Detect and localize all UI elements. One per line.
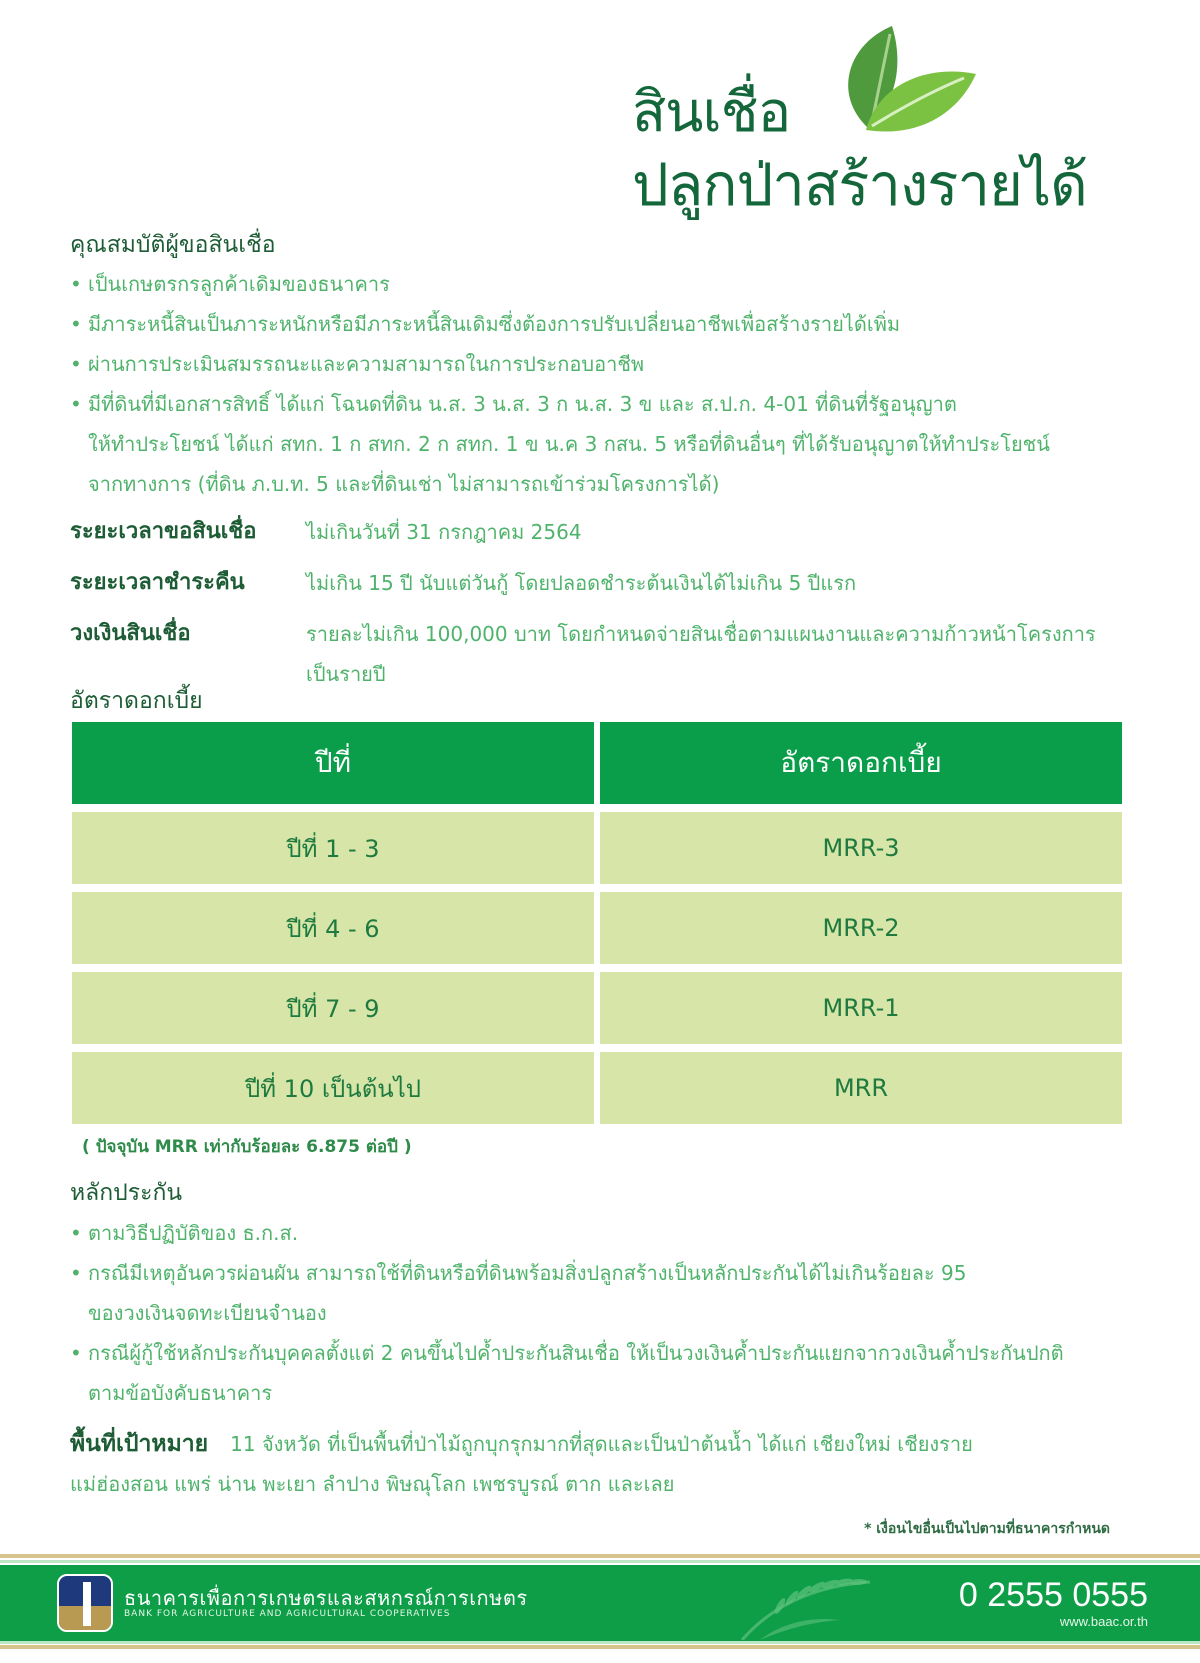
list-item: • กรณีผู้กู้ใช้หลักประกันบุคคลตั้งแต่ 2 คนขึ้นไปค้ำประกันสินเชื่อ ให้เป็นวงเงินค้ำประกันแยกจากวงเงินค้ำประกันปกติ — [70, 1333, 1150, 1373]
detail-application-period — [70, 512, 1150, 552]
year-cell: ปีที่ 10 เป็นต้นไป — [72, 1052, 594, 1124]
detail-credit-limit — [70, 614, 1150, 694]
target-area-value: 11 จังหวัด ที่เป็นพื้นที่ป่าไม้ถูกบุกรุกมากที่สุดและเป็นป่าต้นน้ำ ได้แก่ เชียงใหม่ เชียงราย — [230, 1432, 973, 1456]
qualifications-heading: คุณสมบัติผู้ขอสินเชื่อ — [70, 232, 276, 258]
list-item: • ตามวิธีปฏิบัติของ ธ.ก.ส. — [70, 1213, 1150, 1253]
year-cell: ปีที่ 4 - 6 — [72, 892, 594, 964]
footer-divider — [0, 1560, 1200, 1563]
detail-repayment-period — [70, 563, 1150, 603]
rate-cell: MRR — [600, 1052, 1122, 1124]
conditions-note: * เงื่อนไขอื่นเป็นไปตามที่ธนาคารกำหนด — [864, 1521, 1110, 1537]
table-header-row — [72, 722, 1122, 804]
rate-cell: MRR-1 — [600, 972, 1122, 1044]
mrr-note: ( ปัจจุบัน MRR เท่ากับร้อยละ 6.875 ต่อปี ) — [82, 1137, 412, 1157]
baac-logo-icon — [57, 1574, 113, 1632]
collateral-heading: หลักประกัน — [70, 1180, 183, 1206]
detail-label: วงเงินสินเชื่อ — [70, 621, 191, 646]
detail-value: ไม่เกิน 15 ปี นับแต่วันกู้ โดยปลอดชำระต้นเงินได้ไม่เกิน 5 ปีแรก — [306, 571, 857, 595]
qualifications-list — [70, 264, 1150, 504]
title-line-2: ปลูกป่าสร้างรายได้ — [632, 151, 1087, 219]
list-item: • มีที่ดินที่มีเอกสารสิทธิ์ ได้แก่ โฉนดที่ดิน น.ส. 3 น.ส. 3 ก น.ส. 3 ข และ ส.ป.ก. 4-01 ที่ดินที่รัฐอนุญาต — [70, 384, 1150, 424]
footer-divider — [0, 1641, 1200, 1644]
website-link[interactable]: www.baac.or.th — [1059, 1614, 1148, 1629]
target-area-value-continuation: แม่ฮ่องสอน แพร่ น่าน พะเยา ลำปาง พิษณุโลก เพชรบูรณ์ ตาก และเลย — [70, 1472, 675, 1496]
bank-name-english: BANK FOR AGRICULTURE AND AGRICULTURAL COOPERATIVES — [124, 1609, 451, 1619]
detail-value: รายละไม่เกิน 100,000 บาท โดยกำหนดจ่ายสินเชื่อตามแผนงานและความก้าวหน้าโครงการ — [306, 622, 1096, 646]
table-row — [72, 972, 1122, 1044]
list-item-continuation: จากทางการ (ที่ดิน ภ.บ.ท. 5 และที่ดินเช่า ไม่สามารถเข้าร่วมโครงการได้) — [88, 472, 720, 496]
list-item-continuation: ของวงเงินจดทะเบียนจำนอง — [88, 1301, 327, 1325]
leaf-icon — [838, 24, 978, 136]
list-item-continuation: ให้ทำประโยชน์ ได้แก่ สทก. 1 ก สทก. 2 ก สทก. 1 ข น.ค 3 กสน. 5 หรือที่ดินอื่นๆ ที่ได้รับอนุญาตให้ทำประโยชน์ — [88, 432, 1050, 456]
column-header-rate: อัตราดอกเบี้ย — [600, 722, 1122, 804]
column-header-year: ปีที่ — [72, 722, 594, 804]
table-row — [72, 1052, 1122, 1124]
list-item: • มีภาระหนี้สินเป็นภาระหนักหรือมีภาระหนี้สินเดิมซึ่งต้องการปรับเปลี่ยนอาชีพเพื่อสร้างรายได้เพิ่ม — [70, 304, 1150, 344]
detail-label: ระยะเวลาขอสินเชื่อ — [70, 519, 257, 544]
contact-phone: 0 2555 0555 — [958, 1576, 1148, 1614]
table-row — [72, 812, 1122, 884]
target-area-label: พื้นที่เป้าหมาย — [70, 1431, 209, 1457]
footer-divider — [0, 1554, 1200, 1558]
list-item: • ผ่านการประเมินสมรรถนะและความสามารถในการประกอบอาชีพ — [70, 344, 1150, 384]
interest-heading: อัตราดอกเบี้ย — [70, 688, 203, 714]
detail-value-continuation: เป็นรายปี — [306, 662, 386, 686]
rice-stalk-icon — [740, 1568, 890, 1640]
rate-cell: MRR-3 — [600, 812, 1122, 884]
collateral-list — [70, 1213, 1150, 1413]
bank-name-thai: ธนาคารเพื่อการเกษตรและสหกรณ์การเกษตร — [124, 1586, 528, 1610]
detail-label: ระยะเวลาชำระคืน — [70, 570, 245, 595]
list-item-continuation: ตามข้อบังคับธนาคาร — [88, 1381, 273, 1405]
rate-cell: MRR-2 — [600, 892, 1122, 964]
target-area — [70, 1424, 1150, 1504]
list-item: • กรณีมีเหตุอันควรผ่อนผัน สามารถใช้ที่ดินหรือที่ดินพร้อมสิ่งปลูกสร้างเป็นหลักประกันได้ไม่เกินร้อยละ 95 — [70, 1253, 1150, 1293]
interest-rate-table — [72, 722, 1122, 1132]
footer-divider — [0, 1645, 1200, 1649]
detail-value: ไม่เกินวันที่ 31 กรกฎาคม 2564 — [306, 520, 582, 544]
year-cell: ปีที่ 7 - 9 — [72, 972, 594, 1044]
title-line-1: สินเชื่อ — [632, 80, 791, 145]
table-row — [72, 892, 1122, 964]
year-cell: ปีที่ 1 - 3 — [72, 812, 594, 884]
list-item: • เป็นเกษตรกรลูกค้าเดิมของธนาคาร — [70, 264, 1150, 304]
